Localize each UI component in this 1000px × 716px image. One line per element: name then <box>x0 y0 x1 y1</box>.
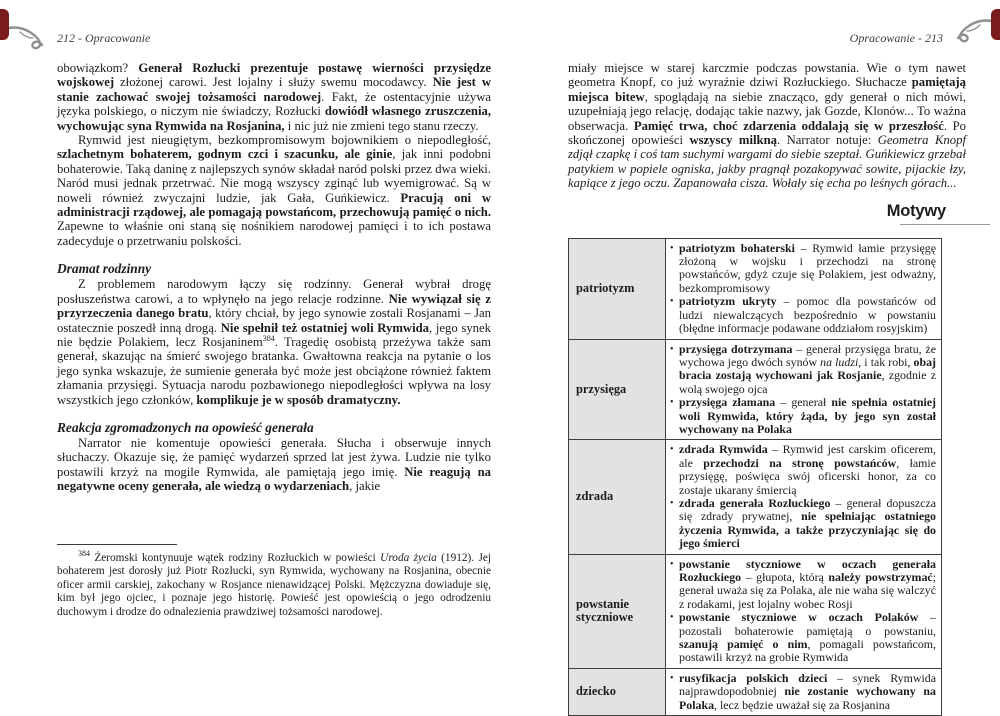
motif-bullet-item: • powstanie styczniowe w oczach Polaków – pozostali bohaterowie pamiętają o powstaniu, szanują pamięć o nim, pomagali powstańcom, postawili krzyż na grobie Rymwida <box>670 611 936 665</box>
motif-bullet-item: • zdrada Rymwida – Rymwid jest carskim oficerem, ale przechodzi na stronę powstańców, łamie przysięgę, poświęca swój oficerski honor, za co zostaje ukarany śmiercią <box>670 443 936 497</box>
footnote: $^{384}$ Żeromski kontynuuje wątek rodziny Rozłuckich w powieści Uroda życia (1912). Jej bohaterem jest dorosły już Piotr Rozłucki, syn Rymwida, wychowany na Rosjanina, obecnie oficer armii carskiej, zakochany w Rosjance nienawidzącej Polski. Mężczyzna dowiaduje się, kim był jego ojciec, i poznaje jego historię. Powieść jest opowieścią o jego odrodzeniu duchowym i drodze do odnalezienia prawdziwej tożsamości narodowej. <box>57 549 492 618</box>
motywy-table-body <box>569 238 942 715</box>
table-row <box>569 339 942 440</box>
corner-tab-left <box>0 9 9 40</box>
corner-tab-right <box>991 9 1000 40</box>
motifs-table <box>568 238 942 716</box>
table-row <box>569 554 942 668</box>
paragraph: Z problemem narodowym łączy się rodzinny. Generał wybrał drogę posłuszeństwa carowi, a to wpłynęło na jego relacje rodzinne. Nie wywiązał się z przyrzeczenia danego bratu, który chciał, by jego synowie zostali Rosjanami – Jan ostatecznie poszedł inną drogą. Nie spełnił też ostatniej woli Rymwida, jego synek nie będzie Polakiem, lecz Rosjaninem$^{384}$. Tragedię osobistą przeżywa także sam generał, skazując na śmierć swojego bratanka. Gwałtowna reakcja na pytanie o los jego synka wskazuje, że sumienie generała być może jest obciążone również faktem złamania przysięgi. Sytuacja narodu pozbawionego niepodległości wpływa na losy wszystkich jego członków, komplikuje je w sposób dramatyczny. <box>57 277 491 407</box>
motif-label: patriotyzm <box>569 238 666 339</box>
motifs-heading-block <box>568 202 966 225</box>
table-row <box>569 238 942 339</box>
motif-details <box>666 440 942 554</box>
left-page <box>0 0 500 707</box>
motif-details <box>666 238 942 339</box>
motif-label: dziecko <box>569 668 666 715</box>
paragraph: miały miejsce w starej karczmie podczas powstania. Wie o tym nawet geometra Knopf, co już wyraźnie dziwi Rozłuckiego. Słuchacze pamiętają miejsca bitew, spoglądają na siebie znacząco, gdy generał o nich mówi, uzupełniają jego relację, dodając takie nazwy, jak Gozde, Klonów... To ważna obserwacja. Pamięć trwa, choć zdarzenia oddalają się w przeszłość. Po skończonej opowieści wszyscy milkną. Narrator notuje: Geometra Knopf zdjął czapkę i coś tam suchymi wargami do siebie szeptał. Guńkiewicz grzebał patykiem w popiele ogniska, jakby pragnął pozakopywać sowite, pijackie łzy, kapiące z jego oczu. Zapanowała cisza. Wołały się echa po leśnych górach... <box>568 61 966 191</box>
paragraph: obowiązkom? Generał Rozłucki prezentuje postawę wierności przysiędze wojskowej złożonej carowi. Jest lojalny i służy swemu mocodawcy. Nie jest w stanie zachować swojej tożsamości narodowej. Fakt, że ostentacyjnie używa języka polskiego, o niczym nie świadczy, Rozłucki dowiódł własnego zruszczenia, wychowując syna Rymwida na Rosjanina, i nic już nie zmieni tego stanu rzeczy. <box>57 61 492 133</box>
right-text-block <box>568 61 966 716</box>
running-header-left: 212 - Opracowanie <box>57 31 151 45</box>
table-row <box>569 668 942 715</box>
paragraph: Narrator nie komentuje opowieści generała. Słucha i obserwuje innych słuchaczy. Okazuje się, że pamięć wydarzeń sprzed lat jest żywa. Ludzie nie tylko postawili krzyż na mogile Rymwida, ale pamiętają jego imię. Nie reagują na negatywne oceny generała, ale wiedzą o wydarzeniach, jakie <box>57 435 491 494</box>
table-row <box>569 440 942 554</box>
paragraph: Rymwid jest nieugiętym, bezkompromisowym bojownikiem o niepodległość, szlachetnym bohaterem, godnym czci i szacunku, ale ginie, jak inni podobni bohaterowie. Taką daninę z najlepszych synów składał naród polski przez dwa wieki. Naród musi jednak przetrwać. Nie mogą wszyscy zginąć lub wyemigrować. Są w noweli również zwyczajni ludzie, jak Gała, Guńkiewicz. Pracują oni w administracji rządowej, ale pomagają powstańcom, przechowują pamięć o nich. Zapewne to właśnie oni staną się nośnikiem narodowej pamięci i to ich postawa zadecyduje o przetrwaniu polskości. <box>57 133 491 248</box>
motif-bullet-item: • zdrada generała Rozłuckiego – generał dopuszcza się zdrady prywatnej, nie spełniając ostatniego życzenia Rymwida, a także przyczyniając się do jego śmierci <box>670 497 936 551</box>
motif-details <box>666 554 942 668</box>
footnote-rule <box>57 544 177 545</box>
motifs-heading-rule <box>900 224 990 225</box>
motifs-heading: Motywy <box>886 201 946 220</box>
motif-details <box>666 339 942 440</box>
motif-bullet-item: • patriotyzm ukryty – pomoc dla powstańców od ludzi niewalczących bezpośrednio w powstaniu (błędne informacje podawane oddziałom rosyjskim) <box>670 295 936 335</box>
running-header-right: Opracowanie - 213 <box>849 31 943 45</box>
motif-bullet-item: • patriotyzm bohaterski – Rymwid łamie przysięgę złożoną w wojsku i przechodzi na stronę powstańców, gdyż czuje się Polakiem, jest odważny, bezkompromisowy <box>670 242 936 296</box>
motif-label: zdrada <box>569 440 666 554</box>
left-text-block <box>57 61 491 494</box>
motif-bullet-item: • przysięga złamana – generał nie spełnia ostatniej woli Rymwida, który żąda, by jego syn został wychowany na Polaka <box>670 396 936 436</box>
motif-bullet-item: • przysięga dotrzymana – generał przysięga bratu, że wychowa jego dwóch synów na ludzi, i tak robi, obaj bracia zostają wychowani jak Rosjanie, zgodnie z wolą swojego ojca <box>670 343 936 397</box>
section-heading-audience-reaction: Reakcja zgromadzonych na opowieść generała <box>57 419 314 435</box>
motif-details <box>666 668 942 715</box>
section-heading-family-drama: Dramat rodzinny <box>57 261 152 277</box>
motif-bullet-item: • rusyfikacja polskich dzieci – synek Rymwida najprawdopodobniej nie zostanie wychowany na Polaka, lecz będzie uważał się za Rosjanina <box>670 672 936 712</box>
footnote-area <box>57 544 491 619</box>
motif-bullet-item: • powstanie styczniowe w oczach generała Rozłuckiego – głupota, którą należy powstrzymać; generał uważa się za Polaka, ale nie waha się walczyć z rodakami, jest lojalny wobec Rosji <box>670 558 936 612</box>
motif-label: powstanie styczniowe <box>569 554 666 668</box>
motif-label: przysięga <box>569 339 666 440</box>
right-page <box>500 0 1000 712</box>
